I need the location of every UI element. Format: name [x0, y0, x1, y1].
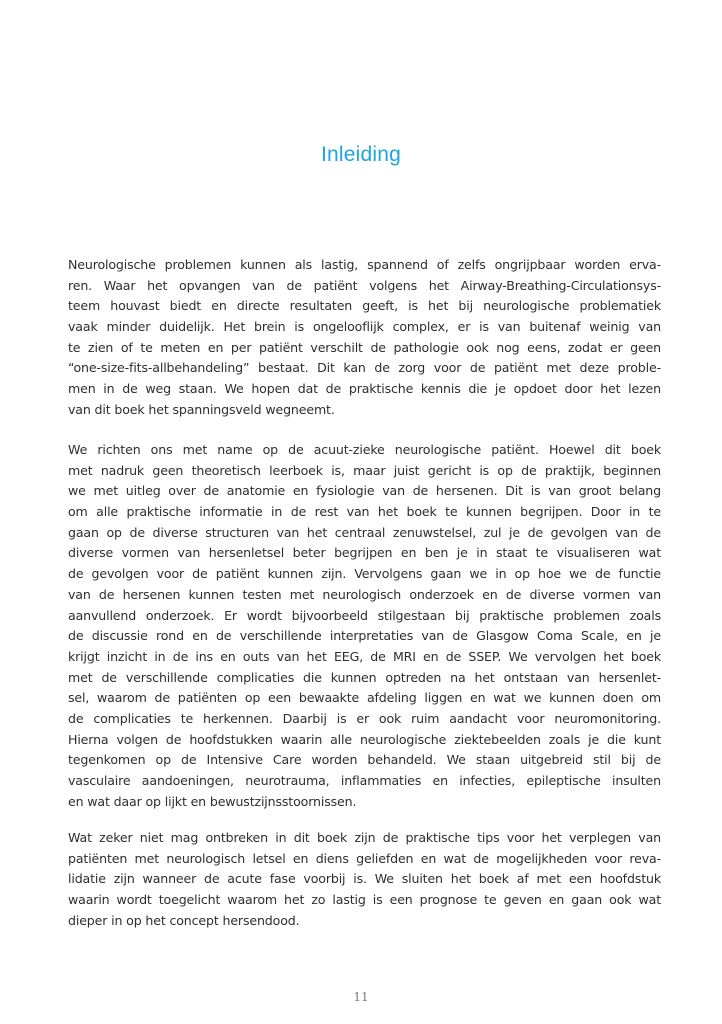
text-line: tegenkomen op de Intensive Care worden behandeld. We staan uitgebreid stil bij de: [68, 752, 661, 768]
paragraph-1: [68, 255, 661, 421]
text-line: aanvullend onderzoek. Er wordt bijvoorbeeld stilgestaan bij praktische problemen zoals: [68, 607, 661, 623]
text-line: om alle praktische informatie in de rest van het boek te kunnen begrijpen. Door in te: [68, 504, 661, 520]
text-line: dieper in op het concept hersendood.: [68, 912, 300, 928]
text-line: de gevolgen voor de patiënt kunnen zijn. Vervolgens gaan we in op hoe we de functie: [68, 566, 661, 582]
paragraph-2: [68, 440, 661, 812]
text-line: van dit boek het spanningsveld wegneemt.: [68, 401, 335, 417]
text-line: van de hersenen kunnen testen met neurologisch onderzoek en de diverse vormen van: [68, 586, 661, 602]
text-line: sel, waarom de patiënten op een bewaakte afdeling liggen en wat we kunnen doen om: [68, 690, 661, 706]
text-line: vaak minder duidelijk. Het brein is ongelooflijk complex, er is van buitenaf weinig van: [68, 319, 661, 335]
paragraph-3: [68, 828, 661, 931]
text-line: vasculaire aandoeningen, neurotrauma, inflammaties en infecties, epileptische insulten: [68, 773, 661, 788]
text-line: met de verschillende complicaties die kunnen optreden na het ontstaan van hersenlet-: [68, 669, 661, 685]
text-line: Hierna volgen de hoofdstukken waarin alle neurologische ziektebeelden zoals je die kunt: [68, 731, 661, 747]
text-line: en wat daar op lijkt en bewustzijnsstoornissen.: [68, 793, 357, 809]
text-line: gaan op de diverse structuren van het centraal zenuwstelsel, zul je de gevolgen van de: [68, 524, 661, 540]
text-line: lidatie zijn wanneer de acute fase voorbij is. We sluiten het boek af met een hoofdstuk: [68, 871, 661, 887]
text-line: krijgt inzicht in de ins en outs van het EEG, de MRI en de SSEP. We vervolgen het boek: [68, 648, 661, 664]
chapter-heading: Inleiding: [320, 143, 402, 166]
text-line: ren. Waar het opvangen van de patiënt volgens het Airway-Breathing-Circulationsys-: [68, 277, 661, 293]
text-line: waarin wordt toegelicht waarom het zo lastig is een prognose te geven en gaan ook wat: [68, 892, 661, 908]
text-line: de complicaties te herkennen. Daarbij is er ook ruim aandacht voor neuromonitoring.: [68, 710, 661, 726]
text-line: diverse vormen van hersenletsel beter begrijpen en ben je in staat te visualiseren wat: [68, 545, 661, 561]
page-number: 11: [353, 990, 369, 1004]
text-line: “one-size-fits-allbehandeling” bestaat. Dit kan de zorg voor de patiënt met deze proble-: [68, 360, 661, 376]
text-line: Neurologische problemen kunnen als lastig, spannend of zelfs ongrijpbaar worden erva-: [68, 257, 661, 272]
text-line: patiënten met neurologisch letsel en diens geliefden en wat de mogelijkheden voor reva-: [68, 850, 661, 866]
text-line: te zien of te meten en per patiënt verschilt de pathologie ook nog eens, zodat er geen: [68, 339, 661, 355]
text-line: we met uitleg over de anatomie en fysiologie van de hersenen. Dit is van groot belang: [68, 483, 661, 499]
text-line: teem houvast biedt en directe resultaten geeft, is het bij neurologische problematiek: [68, 298, 661, 314]
text-line: We richten ons met name op de acuut-zieke neurologische patiënt. Hoewel dit boek: [68, 442, 661, 457]
text-line: de discussie rond en de verschillende interpretaties van de Glasgow Coma Scale, en je: [68, 628, 661, 644]
text-line: Wat zeker niet mag ontbreken in dit boek zijn de praktische tips voor het verplegen van: [68, 830, 661, 845]
text-line: men in de weg staan. We hopen dat de praktische kennis die je opdoet door het lezen: [68, 381, 661, 397]
text-line: met nadruk geen theoretisch leerboek is, maar juist gericht is op de praktijk, beginnen: [68, 462, 661, 478]
